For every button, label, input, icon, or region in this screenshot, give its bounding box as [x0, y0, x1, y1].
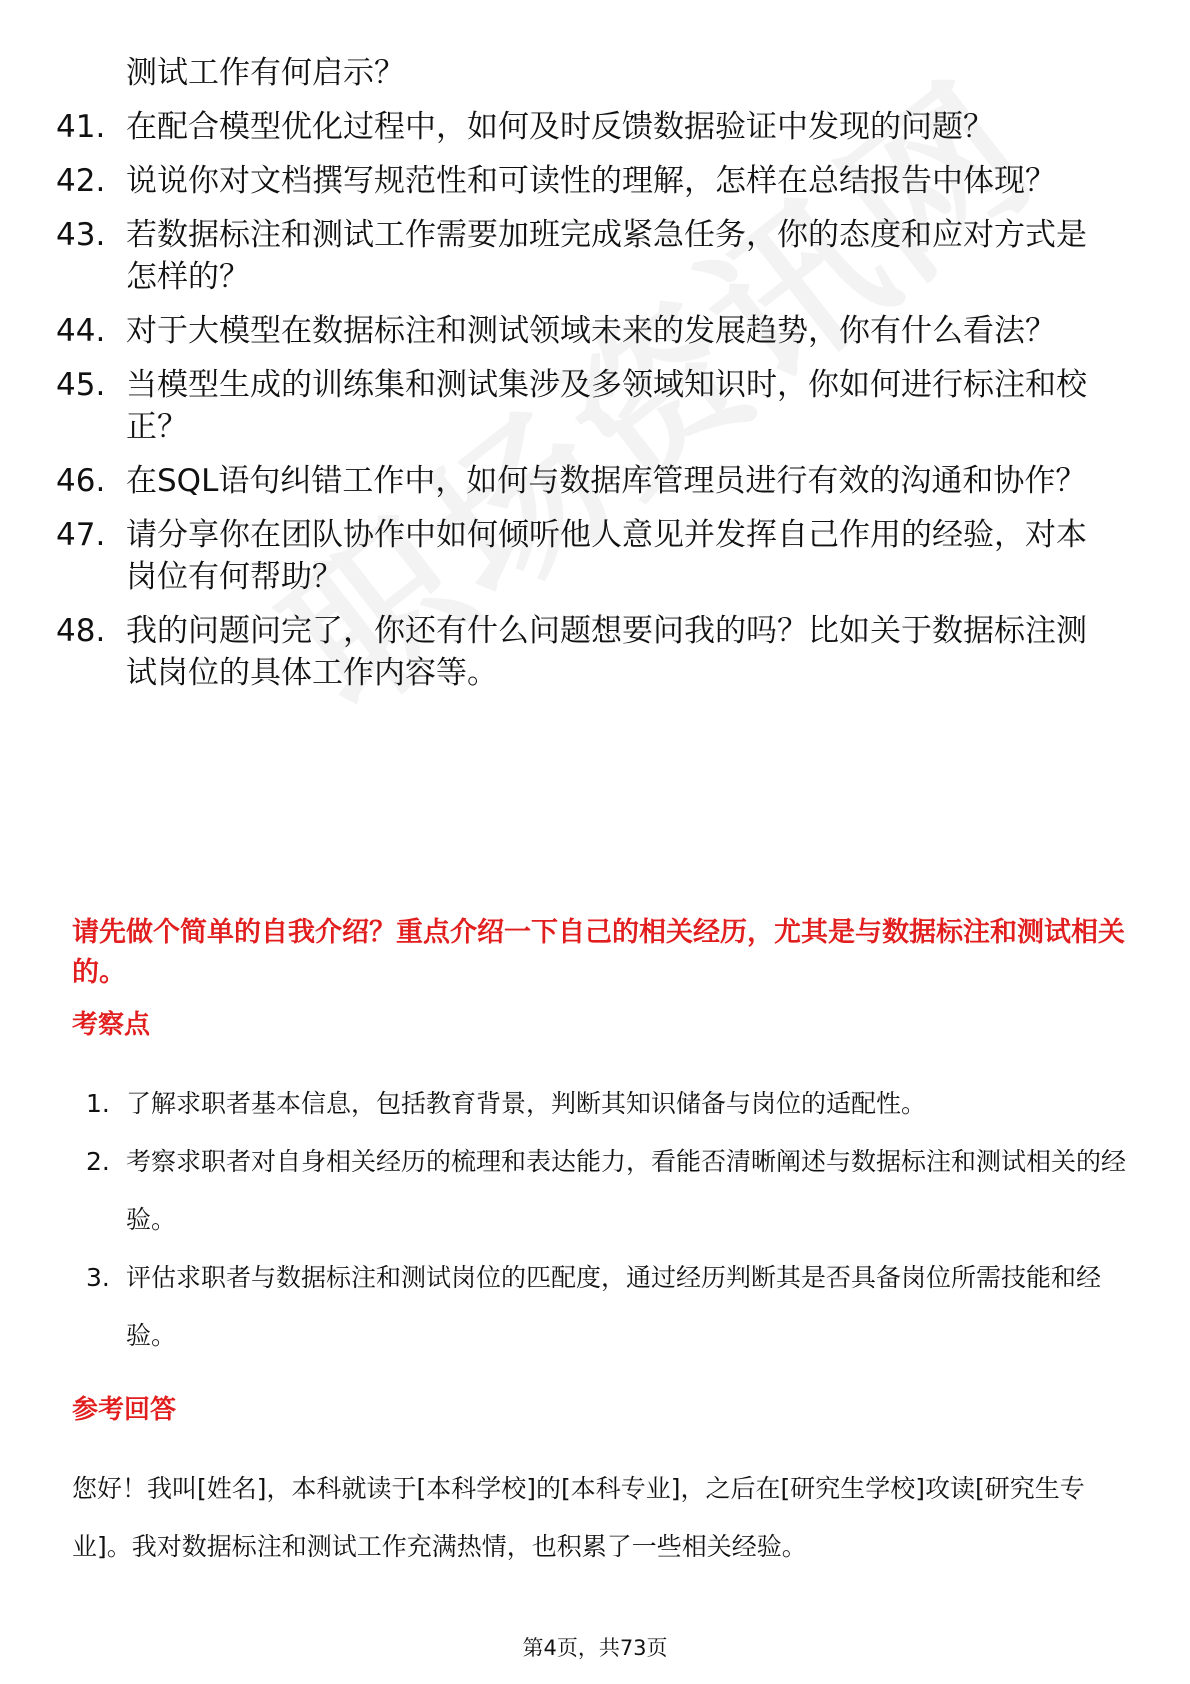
question-text: 说说你对文档撰写规范性和可读性的理解，怎样在总结报告中体现？	[126, 163, 1056, 199]
exam-point-item	[86, 1249, 1136, 1365]
question-list	[56, 106, 1136, 706]
continued-question-line: 测试工作有何启示？	[126, 55, 405, 91]
page-number-footer: 第4页，共73页	[522, 1636, 668, 1660]
question-number: 44.	[56, 313, 106, 349]
question-number: 41.	[56, 109, 106, 145]
question-item	[56, 106, 1136, 148]
exam-point-item	[86, 1133, 1136, 1249]
exam-points-list	[86, 1075, 1136, 1365]
question-number: 45.	[56, 367, 106, 403]
question-text: 在配合模型优化过程中，如何及时反馈数据验证中发现的问题？	[126, 109, 994, 145]
question-text: 请分享你在团队协作中如何倾听他人意见并发挥自己作用的经验，对本岗位有何帮助？	[126, 517, 1087, 595]
question-item	[56, 364, 1136, 448]
question-number: 48.	[56, 613, 106, 649]
question-text: 对于大模型在数据标注和测试领域未来的发展趋势，你有什么看法？	[126, 313, 1056, 349]
exam-point-number: 2.	[86, 1147, 110, 1176]
question-item	[56, 460, 1136, 502]
exam-points-label: 考察点	[72, 1010, 151, 1040]
question-number: 43.	[56, 217, 106, 253]
question-item	[56, 310, 1136, 352]
main-question-heading: 请先做个简单的自我介绍？重点介绍一下自己的相关经历，尤其是与数据标注和测试相关的。	[72, 917, 1125, 988]
question-text: 若数据标注和测试工作需要加班完成紧急任务，你的态度和应对方式是怎样的？	[126, 217, 1087, 295]
question-text: 在SQL语句纠错工作中，如何与数据库管理员进行有效的沟通和协作？	[126, 463, 1087, 499]
question-number: 46.	[56, 463, 106, 499]
question-item	[56, 214, 1136, 298]
exam-point-number: 3.	[86, 1263, 110, 1292]
question-number: 47.	[56, 517, 106, 553]
exam-point-text: 了解求职者基本信息，包括教育背景，判断其知识储备与岗位的适配性。	[126, 1089, 927, 1118]
question-text: 当模型生成的训练集和测试集涉及多领域知识时，你如何进行标注和校正？	[126, 367, 1087, 445]
exam-point-item	[86, 1075, 1136, 1133]
question-item	[56, 160, 1136, 202]
reference-answer-text: 您好！我叫[姓名]，本科就读于[本科学校]的[本科专业]，之后在[研究生学校]攻读[研究生专业]。我对数据标注和测试工作充满热情，也积累了一些相关经验。	[72, 1474, 1085, 1561]
question-item	[56, 610, 1136, 694]
exam-point-number: 1.	[86, 1089, 110, 1118]
question-number: 42.	[56, 163, 106, 199]
question-text: 我的问题问完了，你还有什么问题想要问我的吗？比如关于数据标注测试岗位的具体工作内容等。	[126, 613, 1087, 691]
question-item	[56, 514, 1136, 598]
exam-point-text: 评估求职者与数据标注和测试岗位的匹配度，通过经历判断其是否具备岗位所需技能和经验。	[126, 1263, 1102, 1350]
exam-point-text: 考察求职者对自身相关经历的梳理和表达能力，看能否清晰阐述与数据标注和测试相关的经验。	[126, 1147, 1127, 1234]
reference-answer-label: 参考回答	[72, 1395, 177, 1425]
